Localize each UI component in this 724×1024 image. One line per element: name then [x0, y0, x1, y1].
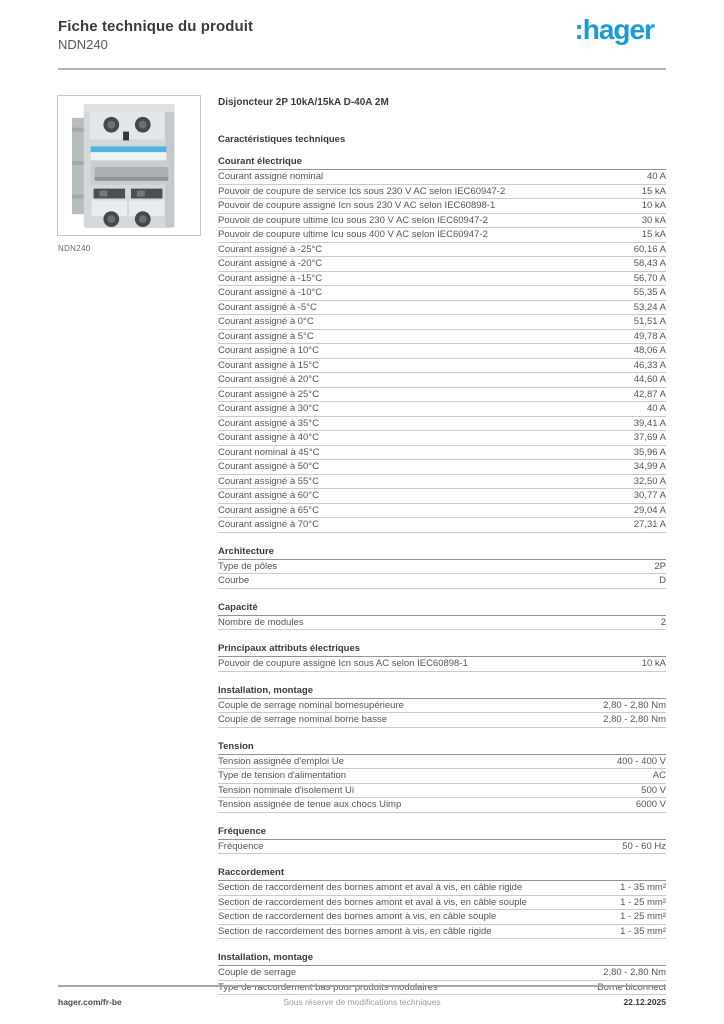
characteristics-heading: Caractéristiques techniques: [218, 134, 346, 145]
spec-label: Type de raccordement bas pour produits modulaires: [218, 981, 438, 993]
spec-label: Courant assigné nominal: [218, 171, 324, 183]
spec-value: 10 kA: [641, 200, 666, 212]
spec-value: 1 - 25 mm²: [620, 911, 666, 923]
spec-label: Courant nominal à 45°C: [218, 446, 320, 458]
spec-section: [218, 741, 666, 813]
spec-label: Type de pôles: [218, 560, 278, 572]
product-photo-caption: NDN240: [58, 244, 91, 253]
spec-value: 1 - 35 mm²: [620, 882, 666, 894]
spec-label: Courant assigné à -5°C: [218, 301, 317, 313]
spec-label: Fréquence: [218, 840, 264, 852]
spec-label: Pouvoir de coupure assigné Icn sous 230 V AC selon IEC60898-1: [218, 200, 496, 212]
spec-value: 29,04 A: [633, 504, 666, 516]
spec-row: [218, 713, 666, 728]
header-divider: [58, 68, 666, 70]
spec-label: Type de tension d'alimentation: [218, 770, 347, 782]
section-title: Fréquence: [218, 826, 666, 840]
spec-value: 42,87 A: [633, 388, 666, 400]
spec-value: 2: [660, 616, 666, 628]
spec-label: Courant assigné à 15°C: [218, 359, 319, 371]
spec-sections: [218, 156, 666, 995]
spec-label: Section de raccordement des bornes amont et aval à vis, en câble souple: [218, 896, 527, 908]
spec-section: [218, 156, 666, 533]
spec-area: [218, 92, 666, 995]
spec-row: [218, 228, 666, 243]
spec-row: [218, 301, 666, 316]
spec-value: 53,24 A: [633, 301, 666, 313]
spec-value: 60,16 A: [633, 243, 666, 255]
footer-disclaimer: Sous réserve de modifications techniques: [283, 997, 441, 1007]
spec-value: 500 V: [641, 784, 666, 796]
spec-label: Courant assigné à 10°C: [218, 345, 319, 357]
spec-row: [218, 504, 666, 519]
spec-value: 1 - 25 mm²: [620, 896, 666, 908]
spec-label: Nombre de modules: [218, 616, 304, 628]
spec-label: Courant assigné à -10°C: [218, 287, 323, 299]
spec-row: [218, 460, 666, 475]
spec-label: Courant assigné à 35°C: [218, 417, 319, 429]
spec-row: [218, 286, 666, 301]
section-title: Architecture: [218, 546, 666, 560]
spec-value: 15 kA: [641, 185, 666, 197]
spec-row: [218, 910, 666, 925]
spec-label: Courant assigné à 65°C: [218, 504, 319, 516]
spec-value: Borne biconnect: [597, 981, 666, 993]
section-title: Capacité: [218, 602, 666, 616]
spec-label: Pouvoir de coupure ultime Icu sous 400 V AC selon IEC60947-2: [218, 229, 488, 241]
spec-value: 34,99 A: [633, 461, 666, 473]
spec-label: Courant assigné à 0°C: [218, 316, 314, 328]
spec-section: [218, 546, 666, 589]
spec-value: 51,51 A: [633, 316, 666, 328]
spec-label: Courant assigné à -15°C: [218, 272, 323, 284]
spec-row: [218, 446, 666, 461]
spec-row: [218, 616, 666, 631]
spec-row: [218, 840, 666, 855]
spec-row: [218, 784, 666, 799]
spec-row: [218, 475, 666, 490]
spec-label: Pouvoir de coupure ultime Icu sous 230 V AC selon IEC60947-2: [218, 214, 488, 226]
page-title: Fiche technique du produit: [58, 18, 254, 35]
spec-label: Courant assigné à 40°C: [218, 432, 319, 444]
spec-value: 48,06 A: [633, 345, 666, 357]
spec-label: Courant assigné à -25°C: [218, 243, 323, 255]
spec-row: [218, 657, 666, 672]
hager-logo: :hager: [574, 14, 654, 45]
spec-label: Courant assigné à 60°C: [218, 490, 319, 502]
spec-row: [218, 489, 666, 504]
spec-value: 10 kA: [641, 658, 666, 670]
spec-label: Courant assigné à 70°C: [218, 519, 319, 531]
spec-value: 1 - 35 mm²: [620, 925, 666, 937]
spec-value: D: [659, 575, 666, 587]
spec-label: Courbe: [218, 575, 250, 587]
spec-label: Tension nominale d'isolement Ui: [218, 784, 354, 796]
spec-row: [218, 560, 666, 575]
spec-label: Pouvoir de coupure assigné Icn sous AC selon IEC60898-1: [218, 658, 468, 670]
spec-value: 27,31 A: [633, 519, 666, 531]
footer-website-link[interactable]: hager.com/fr-be: [58, 997, 122, 1007]
spec-label: Courant assigné à -20°C: [218, 258, 323, 270]
section-title: Principaux attributs électriques: [218, 643, 666, 657]
spec-label: Section de raccordement des bornes amont et aval à vis, en câble rigide: [218, 882, 523, 894]
spec-row: [218, 388, 666, 403]
spec-value: 15 kA: [641, 229, 666, 241]
footer-date: 22.12.2025: [623, 997, 666, 1007]
page-footer: [58, 985, 666, 1007]
spec-label: Pouvoir de coupure de service Ics sous 230 V AC selon IEC60947-2: [218, 185, 506, 197]
product-title: Disjoncteur 2P 10kA/15kA D-40A 2M: [218, 97, 389, 108]
spec-row: [218, 359, 666, 374]
spec-value: 44,60 A: [633, 374, 666, 386]
product-photo: [57, 95, 201, 236]
spec-row: [218, 925, 666, 940]
spec-value: 32,50 A: [633, 475, 666, 487]
spec-value: 40 A: [646, 171, 666, 183]
spec-row: [218, 330, 666, 345]
spec-label: Courant assigné à 50°C: [218, 461, 319, 473]
spec-row: [218, 518, 666, 533]
spec-value: 400 - 400 V: [616, 755, 666, 767]
spec-value: 2,80 - 2,80 Nm: [603, 714, 666, 726]
spec-section: [218, 602, 666, 631]
page-header: [58, 18, 253, 52]
spec-row: [218, 344, 666, 359]
spec-value: 35,96 A: [633, 446, 666, 458]
spec-value: 55,35 A: [633, 287, 666, 299]
spec-section: [218, 826, 666, 855]
spec-label: Courant assigné à 30°C: [218, 403, 319, 415]
spec-value: 30,77 A: [633, 490, 666, 502]
spec-row: [218, 881, 666, 896]
spec-value: 2,80 - 2,80 Nm: [603, 699, 666, 711]
spec-value: 39,41 A: [633, 417, 666, 429]
spec-label: Courant assigné à 20°C: [218, 374, 319, 386]
spec-section: [218, 867, 666, 939]
spec-value: 30 kA: [641, 214, 666, 226]
spec-value: 6000 V: [635, 799, 666, 811]
section-title: Tension: [218, 741, 666, 755]
spec-label: Couple de serrage: [218, 967, 297, 979]
spec-row: [218, 214, 666, 229]
spec-label: Couple de serrage nominal bornesupérieure: [218, 699, 404, 711]
spec-value: 49,78 A: [633, 330, 666, 342]
spec-row: [218, 199, 666, 214]
spec-section: [218, 643, 666, 672]
spec-row: [218, 574, 666, 589]
spec-label: Section de raccordement des bornes amont à vis, en câble souple: [218, 911, 497, 923]
spec-value: 46,33 A: [633, 359, 666, 371]
spec-value: 50 - 60 Hz: [622, 840, 666, 852]
spec-row: [218, 185, 666, 200]
spec-row: [218, 769, 666, 784]
spec-section: [218, 685, 666, 728]
spec-value: AC: [652, 770, 666, 782]
spec-label: Couple de serrage nominal borne basse: [218, 714, 387, 726]
spec-label: Tension assignée de tenue aux chocs Uimp: [218, 799, 402, 811]
spec-label: Courant assigné à 25°C: [218, 388, 319, 400]
spec-label: Courant assigné à 55°C: [218, 475, 319, 487]
spec-value: 40 A: [646, 403, 666, 415]
circuit-breaker-illustration: [70, 102, 188, 230]
spec-row: [218, 417, 666, 432]
spec-row: [218, 755, 666, 770]
spec-value: 37,69 A: [633, 432, 666, 444]
spec-row: [218, 272, 666, 287]
spec-label: Section de raccordement des bornes amont à vis, en câble rigide: [218, 925, 492, 937]
section-title: Courant électrique: [218, 156, 666, 170]
spec-row: [218, 402, 666, 417]
spec-row: [218, 170, 666, 185]
spec-value: 2,80 - 2,80 Nm: [603, 967, 666, 979]
product-reference: NDN240: [58, 37, 108, 52]
spec-value: 56,70 A: [633, 272, 666, 284]
spec-row: [218, 896, 666, 911]
section-title: Installation, montage: [218, 685, 666, 699]
spec-row: [218, 699, 666, 714]
spec-label: Tension assignée d'emploi Ue: [218, 755, 344, 767]
spec-value: 58,43 A: [633, 258, 666, 270]
spec-row: [218, 966, 666, 981]
section-title: Raccordement: [218, 867, 666, 881]
spec-row: [218, 315, 666, 330]
spec-row: [218, 798, 666, 813]
spec-row: [218, 257, 666, 272]
section-title: Installation, montage: [218, 952, 666, 966]
spec-row: [218, 373, 666, 388]
spec-row: [218, 431, 666, 446]
spec-row: [218, 243, 666, 258]
spec-value: 2P: [654, 560, 666, 572]
spec-label: Courant assigné à 5°C: [218, 330, 314, 342]
